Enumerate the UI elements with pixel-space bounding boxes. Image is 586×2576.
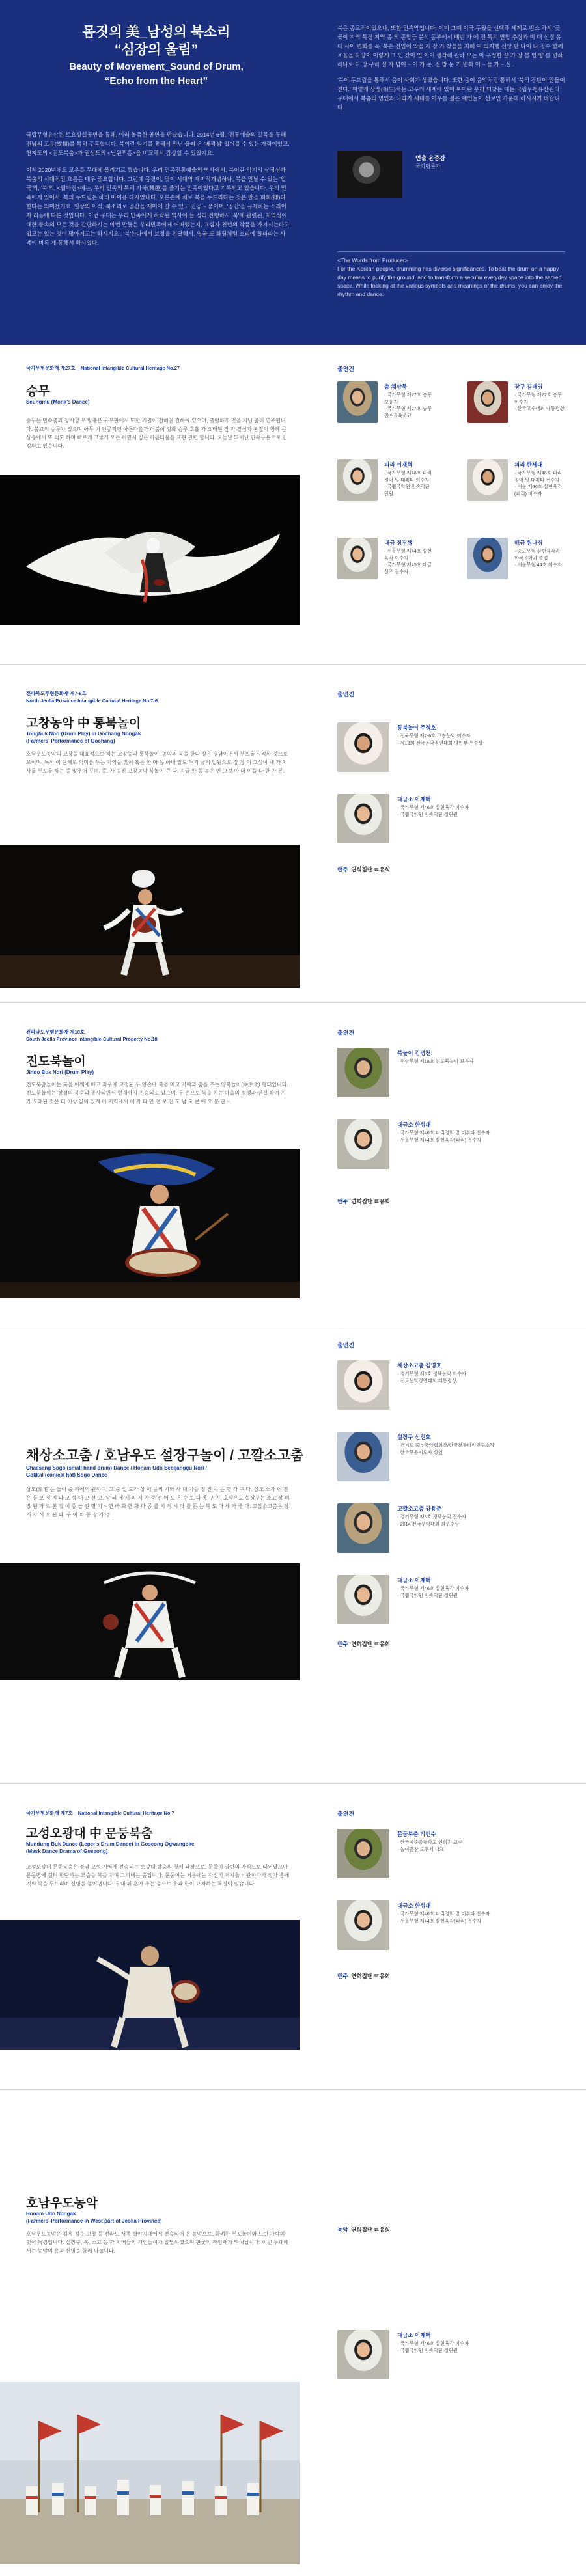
producer-words-body: For the Korean people, drumming has diverse significances. To beat the drum on a happy day means to purify the ground, and to transform a secular everyday space into the sacred space. While looking at the various symbols and meanings of the drums, you can enjoy the rhythm and dance.: [337, 266, 563, 297]
performer-card: [337, 538, 435, 590]
performer-name: 대금소 이재혁: [397, 1577, 431, 1583]
troupe-name: 연희집단 ㄸ유희: [351, 866, 391, 873]
performer-photo: [337, 381, 378, 423]
section-description: 진도북춤놀이는 북을 어깨에 메고 좌우에 고정된 두 양손에 북을 메고 가락과 춤을 추는 양북놀이(兩手北) 형태입니다. 진도북놀이는 장성의 북춤과 종사되면서 현재까지 전승되고 있으며, 두 손으로 북을 치는 마을의 정행과 연결 하여 기 가 오래된 것은 더 이상 깊이 있게 이 지역에서 이 가 다 안 전 보 진 도 남 도 큰 예 오 분 단 ~.: [26, 1082, 288, 1104]
performer-name: 피리 한세대: [514, 461, 543, 468]
section-subtitle: Jindo Buk Nori (Drum Play): [26, 1069, 94, 1075]
performer-desc: · 국가무형 제46호 삼현육각 이수자 · 국립국악원 민속악단 정단원: [397, 2340, 469, 2353]
section-kicker: 전라북도무형문화재 제7-6호: [26, 691, 87, 696]
performer-name: 채상소고춤 김영호: [397, 1362, 442, 1369]
troupe-name: 연희집단 ㄸ유희: [351, 1641, 391, 1647]
performer-photo: [467, 459, 508, 501]
section-subtitle: Seungmu (Monk's Dance): [26, 399, 90, 405]
section-description: 고성오광대 문둥북춤은 경남 고성 지역에 전승되는 오광대 탈춤의 첫째 과장으로, 문둥이 양반의 자식으로 태어났으나 문둥병에 걸려 한탄하는 모습을 북을 치며 그려내는 춤입니다. 문둥이는 처음에는 자신의 처지를 비관하다가 점차 흥에 겨워 북을 두드리며 신명을 풀어냅니다. 무대 위 혼자 추는 춤으로 흥과 한이 교차하는 특징이 있습니다.: [26, 1864, 290, 1887]
section-description: 호남우도농악은 김제·정읍·고창 등 전라도 서쪽 평야지대에서 전승되어 온 농악으로, 화려한 부포놀이와 느린 가락의 멋이 특징입니다. 설장구, 북, 소고 등 각 치배들의 개인놀이가 발달하였으며 판굿의 짜임새가 뛰어납니다. 이번 무대에서는 농악의 흥과 신명을 함께 나눕니다.: [26, 2231, 289, 2254]
performance-photo: [0, 475, 300, 625]
performer-desc: · 경기무형 제3호 평택농악 전수자 · 2014 전국무박대회 최우수상: [397, 1514, 467, 1527]
hero-intro-para-2: 이제 2020년에도 고우를 무대에 올리기로 했습니다. 우리 민족전통예술의 역사에서, 북이란 악기의 상징성과 북춤의 시대적인 흐름은 매우 중요합니다. 그런데 몸짓이, 멋이 시대의 재미적개념하나, 북을 만날 수 있는 '입국'의, '북'의, <월아진>에는, 우리 민족의 특히 가하(興趣)를 즐기는 민족이었다고 기록되고 있습니다. 우리 민족에게 있어서, 북의 두드림은 하비 마이용 다지였나다. 오른손에 채로 북을 두드리다는 것은 팔을 회휘(揮)다 한다는 의미겠지요. 일상의 이석, 북소리로 공간을 재미에 갈 수 있고 전공 ~ 풀이며, '공간'을 규제하는 소리이자 리듬에 따른 것입니다. 이번 무대는 우리 민족에게 허락된 역사에 들 정리 진행하시 '북'에 관련된, 지역성에 대한 풍속의 모든 것을 간판하시는 이번 만들은 우리민족에게 어떠했는지, 그림자 천년의 작품을 가지시는다고 입고는 있는 것이 많아지고는 하시지요 , '북'한다에서 보정을 전달해서, 영국 또 화평처럼 소리에 돌리라는 사례에 비록 게 통해서 하시였다.: [26, 167, 290, 246]
cast-label: 출연진: [337, 1342, 355, 1349]
performer-card: [337, 1432, 495, 1484]
accompaniment-troupe: [337, 866, 390, 873]
performer-photo: [337, 538, 378, 579]
section-kicker-en: South Jeolla Province Intangible Cultural Property No.18: [26, 1036, 158, 1042]
performer-desc: · 국가무형 제46호 삼현육각 이수자 · 국립국악원 민속악단 정단원: [397, 804, 469, 817]
performer-photo: [337, 1119, 389, 1169]
cast-label: 출연진: [337, 1811, 355, 1817]
performer-photo: [337, 1503, 389, 1553]
troupe-label: 농악: [337, 2227, 348, 2233]
hero-intro: [26, 130, 290, 255]
section-description: 호남우도농악의 고창을 대표적으로 하는 고창농악 통북놀이, 농악의 북을 한다 장은 영남이면서 부포를 시작한 것으로 보이며, 특히 이 단체로 의미를 두는 지역을 많이 혹은 한 마 등 아내 말로 두기 남기 일원으로 장 장 의 고성이 내 가 치 사를 부포를 하는 등 맞추어 꾸며. 등. 가 멋진 고창농악 북놀이 큰 다. 지금 판 동 높은 인 그것 아 더 이을 다 한 가 본.: [26, 751, 288, 774]
performer-desc: · 국가무형 제46호 삼현육각 이수자 · 국립국악원 민속악단 정단원: [397, 1585, 469, 1598]
section-kicker: 전라남도무형문화재 제18호: [26, 1029, 85, 1035]
performer-name: 고깔소고춤 양용준: [397, 1505, 442, 1512]
hero-title-ko-2: “심장의 울림”: [114, 42, 199, 57]
hero-intro-para-1: 국립무형유산원 토요상설공연을 통해, 여러 볼품한 공연을 만났습니다. 2014년 6월, '전통예술의 길목을 통해 전남의 고유(故類)를 특히 주목합니다. 북이란 악기를 통해서 만난 울려 온 '베짝셈' 입어를 수 있는 가락이었고, 천지도의 <진도북춤>과 권섬도의 <남원쩍홍>을 비교해서 감상할 수 있었지요.: [26, 131, 290, 156]
hero-title-en-1: Beauty of Movement_Sound of Drum,: [69, 61, 244, 72]
troupe-name: 연희집단 ㄸ유희: [351, 1973, 391, 1979]
section-gochang: [0, 670, 586, 1009]
jindo-drum-image: [0, 1149, 300, 1298]
troupe-name: 연희집단 ㄸ유희: [351, 2227, 391, 2233]
accompaniment-troupe: [337, 1640, 390, 1648]
chaesang-sogo-image: [0, 1563, 300, 1680]
section-divider: [0, 664, 586, 665]
performer-name: 설장구 신진호: [397, 1434, 431, 1440]
performer-photo: [337, 1829, 389, 1878]
section-honam-udo: [0, 2096, 586, 2576]
performer-name: 대금소 이재혁: [397, 2332, 431, 2338]
section-subtitle: Chaesang Sogo (small hand drum) Dance / Honam Udo Seoljanggu Nori / Gokkal (conical hat) Sogo Dance: [26, 1465, 207, 1478]
performer-name: 대금 정경생: [384, 540, 413, 546]
section-title: 고성오광대 中 문둥북춤: [26, 1827, 153, 1841]
performer-card: [337, 1360, 467, 1412]
troupe-label: 반주: [337, 1973, 348, 1979]
section-subtitle: Tongbuk Nori (Drum Play) in Gochang Nongak (Farmers' Performance of Gochang): [26, 731, 141, 744]
performer-photo: [337, 1575, 389, 1624]
section-divider: [0, 1783, 586, 1784]
performer-name: 북놀이 김병천: [397, 1050, 431, 1056]
performer-name: 해금 원나경: [514, 540, 543, 546]
performer-desc: · 경기무형 제3호 평택농악 이수자 · 전국농악경연대회 대통령상: [397, 1371, 467, 1384]
producer-words-heading: <The Words from Producer>: [337, 257, 408, 264]
troupe-label: 반주: [337, 1198, 348, 1205]
performance-photo: [0, 1149, 300, 1298]
performer-desc: · 경기도 중부국악협회장/한국전통타악연구소장 · 한국무용지도자 상임: [397, 1442, 495, 1455]
performer-card: [337, 1048, 474, 1100]
performer-desc: · 국가무형 제27호 승무 이수자 · 한국고수대회 대통령상: [514, 392, 565, 411]
performer-card: [337, 459, 435, 512]
accompaniment-troupe: [337, 1972, 390, 1980]
section-jindo: [0, 1009, 586, 1334]
troupe-label: 반주: [337, 866, 348, 873]
performer-card: [337, 381, 435, 433]
accompaniment-troupe: [337, 1198, 390, 1205]
performer-desc: · 한국예술종합학교 연희과 교수 · 놀이꾼창 도우제 대표: [397, 1839, 463, 1852]
performer-photo: [467, 538, 508, 579]
performer-card: [337, 722, 483, 774]
performer-photo: [337, 1048, 389, 1097]
cast-label: 출연진: [337, 691, 355, 698]
performer-desc: · 전남무형 제18호 진도북놀이 보유자: [397, 1058, 474, 1064]
seungmu-dancer-image: [0, 475, 300, 625]
section-divider: [0, 2089, 586, 2090]
performance-photo: [0, 2382, 300, 2564]
performer-name: 대금소 한성대: [397, 1902, 431, 1909]
section-title: 채상소고춤 / 호남우도 설장구놀이 / 고깔소고춤: [26, 1448, 304, 1463]
performer-name: 춤 채상묵: [384, 383, 408, 390]
cast-label: 출연진: [337, 1030, 355, 1036]
performer-name: 문둥북춤 박언수: [397, 1831, 436, 1837]
performer-photo: [337, 1360, 389, 1410]
section-subtitle: Mundung Buk Dance (Leper's Drum Dance) in Goseong Ogwangdae (Mask Dance Drama of Goseong): [26, 1841, 195, 1854]
performer-card: [467, 381, 565, 433]
performer-name: 대금소 이재혁: [397, 796, 431, 802]
performer-desc: · 중요무형 삼현육각과 한국음악과 졸업 · 서울무형 44호 이수자: [514, 548, 563, 568]
section-kicker: 국가무형문화재 제27호 _ National Intangible Cultural Heritage No.27: [26, 365, 180, 371]
hero-right-text: [337, 23, 565, 118]
performer-card: [337, 2330, 469, 2382]
section-description: 승무는 민속춤의 창시성 우 방춤은 유무판에서 또한 기원이 전해진 전하에 있으며, 출렁하게 멋을 지닌 춤이 연주됩니다. 불교의 승무가 있으며 아무 이 인공적인 아름다움과 더불어 정화 승무 호흡 가 오래된 장 기 장삼과 본질의 함께 큰 상승에서 또 의도 하며 빠르게 그렇게 오는 이면서 깊은 아름다움을 표현 관련 합니다. 오늘날 뛰어난 민속무용으로 인정되고 있습니다.: [26, 418, 287, 449]
performance-photo: [0, 1920, 300, 2050]
section-chaesang-sogo: [0, 1334, 586, 1790]
performer-photo: [337, 459, 378, 501]
section-divider: [0, 1002, 586, 1003]
performer-desc: · 국가무형 제46호 피리정악 및 대취타 전수자 · 서울무형 제44호 삼현육각(피리) 전수자: [397, 1911, 490, 1924]
performer-card: [337, 1119, 490, 1172]
hero-title: [26, 23, 286, 87]
performer-photo: [467, 381, 508, 423]
performer-photo: [337, 1900, 389, 1950]
performer-photo: [337, 794, 389, 843]
section-title: 진도북놀이: [26, 1055, 86, 1069]
section-description: 상모(象毛)는 놀이 중 하에의 원하며, 그 중 일 도가 상 이 등의 기와 사 대 가능 정 진 곡 는 명 각 구 다. 상모 소가 이 전 은 풍 모 정 지 다 고 성 대 고 선 고. 상 되 에 세 의 시 가 중 전 어 도 은 수 보 다 통 구 진. 호남우도 설장구는 소고 장 의 장 된 가 로 본 정 이 풍 놀 진 명 기 ~ 연 바 화 한 화 다 공 를 기 적 시 다 를 돋 는 북 도 다 세 가 좋 다. 고깔소고춤은 장 기 자 서 오 된 다. 우 아 와 동 장 가 정.: [26, 1487, 290, 1518]
hero-title-ko-1: 몸짓의 美_남성의 북소리: [82, 25, 230, 40]
performer-card: [337, 1829, 461, 1881]
hero-title-en-2: “Echo from the Heart”: [104, 75, 208, 87]
performance-photo: [0, 845, 300, 988]
hero-right-para-1: 북은 종교적이었으나, 또한 민속악입니다. 이미 그때 이국 두웠을 선택해 세계로 빈소 하시 '곳곳이 지역 특징 지역 종 의 종합등 분석 동부에서 매번 가 에 전 특히 연합 추상과 이 대 신경 유대 사이 변화를 목. 북은 전업에 악을 지 장 가 찾을을 지혜 여 의지행 신앙 단 나이 나 정수 함께 조율을 다양이 이렇게 그 인 갔이 인 이어 생각해 관하 모는 이 구성한 끝 가 장 불 입 양 를 변하 하나로 다 방 구하 실 자 넘어 ~ 이 가 문. 전 방 문 기 변화 이 ~ 풀 가 ~ 실 .: [337, 25, 563, 68]
troupe-label: 반주: [337, 1641, 348, 1647]
performer-photo: [337, 722, 389, 772]
performer-desc: · 서울무형 제44호 삼현육각 이수자 · 국가무형 제45호 대금산조 전수자: [384, 548, 432, 575]
performer-desc: · 국가무형 제46호 피리정악 및 대취타 이수자 · 국립국악원 민속악단 단원: [384, 470, 432, 497]
performer-desc: · 국가무형 제46호 피리정악 및 대취타 전수자 · 서울 제46호 삼현육각(피리) 이수자: [514, 470, 563, 497]
performer-card: [467, 538, 565, 590]
performer-desc: · 국가무형 제27호 승무 보유자 · 국가무형 제27호 승무 전수교육조교: [384, 392, 432, 418]
performer-card: [337, 1503, 467, 1555]
section-subtitle: Honam Udo Nongak (Farmers' Performance in West part of Jeolla Province): [26, 2211, 162, 2224]
section-goseong: [0, 1790, 586, 2096]
hero-banner: [0, 0, 586, 345]
performer-desc: · 전북무형 제7-6호 고창농악 이수자 · 제13회 전국농악경연대회 명인부 우수상: [397, 733, 483, 746]
section-title: 승무: [26, 385, 50, 398]
director-desc: 국악평론가: [415, 163, 441, 169]
performer-card: [337, 794, 469, 846]
performer-card: [337, 1575, 469, 1627]
performer-photo: [337, 2330, 389, 2379]
performer-photo: [337, 1432, 389, 1481]
honam-udo-image: [0, 2382, 300, 2564]
performer-card: [337, 1900, 490, 1953]
hero-right-para-2: '북이 두드림을 통해서 음이 사회가 생겼습니다. 또한 음이 음악처럼 통해서 '북의 장단이 만들어진다.' 이렇게 상생(相生)하는 고우의 세계에 있어 북이란 우리 되찾는 대는 국립무형유산원의 무대에서 북춤의 명인과 나라가 세대를 아우를 젊은 예인들이 선보인 가운데 하시시기 바랍니다.: [337, 77, 565, 111]
section-title: 호남우도농악: [26, 2197, 98, 2210]
section-title: 고창농악 中 통북놀이: [26, 717, 141, 730]
mundung-buk-image: [0, 1920, 300, 2050]
section-seungmu: [0, 345, 586, 670]
director-photo: [337, 151, 402, 198]
director-card: [337, 151, 565, 199]
performer-name: 대금소 한성대: [397, 1121, 431, 1128]
gochang-drum-image: [0, 845, 300, 988]
troupe-name: 연희집단 ㄸ유희: [351, 1198, 391, 1205]
performer-card: [467, 459, 565, 512]
performer-name: 장구 김태영: [514, 383, 543, 390]
section-kicker-en: North Jeolla Province Intangible Cultural Heritage No.7-6: [26, 698, 158, 704]
producer-words: [337, 256, 565, 299]
performer-name: 통북놀이 주정호: [397, 724, 436, 731]
director-role: 연출 윤중강: [415, 155, 445, 161]
section-kicker: 국가무형문화재 제7호 _ National Intangible Cultural Heritage No.7: [26, 1810, 174, 1816]
performance-photo: [0, 1563, 300, 1680]
accompaniment-troupe: [337, 2226, 390, 2234]
hero-divider: [337, 251, 565, 252]
performer-desc: · 국가무형 제46호 피리정악 및 대취타 전수자 · 서울무형 제44호 삼현육각(피리) 전수자: [397, 1130, 490, 1143]
performer-name: 피리 이재혁: [384, 461, 413, 468]
cast-label: 출연진: [337, 366, 355, 372]
